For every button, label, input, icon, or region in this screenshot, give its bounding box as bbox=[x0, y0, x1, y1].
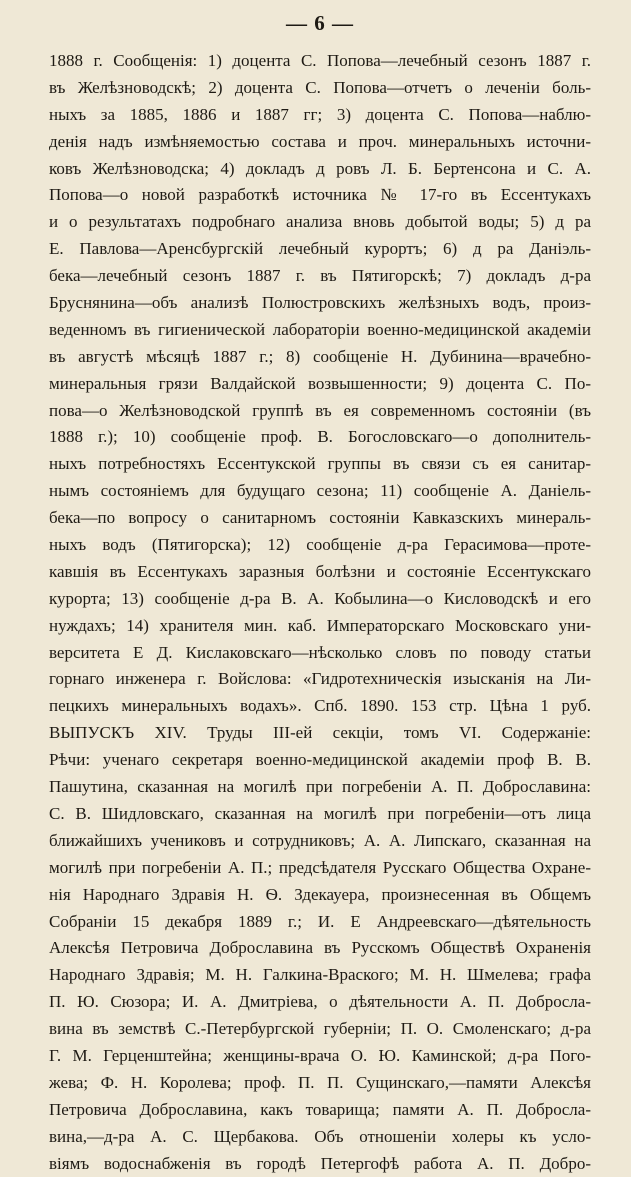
text-line: ВЫПУСКЪ XIV. Труды III-ей секціи, томъ VI. Содержаніе: bbox=[49, 723, 591, 743]
text-line: могилѣ при погребеніи А. П.; предсѣдателя Русскаго Общества Охране- bbox=[49, 857, 591, 877]
text-line: ближайшихъ учениковъ и сотрудниковъ; А. А. Липскаго, сказанная на bbox=[49, 830, 591, 850]
text-line: Рѣчи: ученаго секретаря военно-медицинской академіи проф В. В. bbox=[49, 750, 591, 770]
text-line: верситета Е Д. Кислаковскаго—нѣсколько словъ по поводу статьи bbox=[49, 642, 591, 662]
text-line: Г. М. Герценштейна; женщины-врача О. Ю. Каминской; д-ра Пого- bbox=[49, 1045, 591, 1065]
text-line: жева; Ф. Н. Королева; проф. П. П. Сущинскаго,—памяти Алексѣя bbox=[49, 1072, 591, 1092]
page-number: — 6 — bbox=[286, 11, 354, 35]
text-line: Попова—о новой разработкѣ источника № 17-го въ Ессентукахъ bbox=[49, 185, 591, 205]
body-text bbox=[49, 48, 591, 1177]
text-line: пова—о Желѣзноводской группѣ въ ея современномъ состояніи (въ bbox=[49, 400, 591, 420]
text-line: П. Ю. Сюзора; И. А. Дмитріева, о дѣятельности А. П. Доброcла- bbox=[49, 992, 591, 1012]
text-line: Петровича Доброславина, какъ товарища; памяти А. П. Доброcла- bbox=[49, 1099, 591, 1119]
text-line: веденномъ въ гигиенической лабораторіи военно-медицинской академіи bbox=[49, 319, 591, 339]
text-line: въ Желѣзноводскѣ; 2) доцента С. Попова—отчетъ о леченіи боль- bbox=[49, 77, 591, 97]
text-line: пецкихъ минеральныхъ водахъ». Спб. 1890. 153 стр. Цѣна 1 руб. bbox=[49, 696, 591, 716]
text-line: горнаго инженера г. Войслова: «Гидротехническія изысканія на Ли- bbox=[49, 669, 591, 689]
text-line: денія надъ измѣняемостью состава и проч. минеральныхъ источни- bbox=[49, 131, 591, 151]
text-line: бека—лечебный сезонъ 1887 г. въ Пятигорскѣ; 7) докладъ д-ра bbox=[49, 266, 591, 286]
text-line: ныхъ потребностяхъ Ессентукской группы въ связи съ ея санитар- bbox=[49, 454, 591, 474]
text-line: кавшія въ Ессентукахъ заразныя болѣзни и состояніе Ессентукскаго bbox=[49, 561, 591, 581]
text-line: Пашутина, сказанная на могилѣ при погребеніи А. П. Доброславина: bbox=[49, 777, 591, 797]
text-line: 1888 г. Сообщенія: 1) доцента С. Попова—лечебный сезонъ 1887 г. bbox=[49, 51, 591, 70]
text-line: Собраніи 15 декабря 1889 г.; И. Е Андреевскаго—дѣятельность bbox=[49, 911, 591, 931]
text-line: Бруснянина—объ анализѣ Полюстровскихъ желѣзныхъ водъ, произ- bbox=[49, 293, 591, 313]
text-line: Е. Павлова—Аренсбургскій лечебный курортъ; 6) д ра Даніэль- bbox=[49, 239, 591, 259]
text-line: нымъ состояніемъ для будущаго сезона; 11) сообщеніе А. Даніель- bbox=[49, 481, 591, 501]
text-line: бека—по вопросу о санитарномъ состояніи Кавказскихъ минераль- bbox=[49, 508, 591, 528]
text-line: ныхъ за 1885, 1886 и 1887 гг; 3) доцента С. Попова—наблю- bbox=[49, 104, 591, 124]
text-line: ковъ Желѣзноводска; 4) докладъ д ровъ Л. Б. Бертенсона и С. А. bbox=[49, 158, 591, 178]
text-line: ныхъ водъ (Пятигорска); 12) сообщеніе д-ра Герасимова—проте- bbox=[49, 535, 591, 555]
text-line: вина,—д-ра А. С. Щербакова. Объ отношеніи холеры къ усло- bbox=[49, 1126, 591, 1146]
text-line: віямъ водоснабженія въ городѣ Петергофѣ работа А. П. Добро- bbox=[49, 1153, 591, 1173]
text-line: вина въ земствѣ С.-Петербургской губерніи; П. О. Смоленскаго; д-ра bbox=[49, 1019, 591, 1039]
text-line: Алексѣя Петровича Доброславина въ Русскомъ Обществѣ Охраненія bbox=[49, 938, 591, 958]
text-line: нуждахъ; 14) хранителя мин. каб. Императорскаго Московскаго уни- bbox=[49, 615, 591, 635]
text-line: и о результатахъ подробнаго анализа вновь добытой воды; 5) д ра bbox=[49, 212, 591, 232]
text-line: Народнаго Здравія; М. Н. Галкина-Враского; М. Н. Шмелева; графа bbox=[49, 965, 591, 985]
text-line: 1888 г.); 10) сообщеніе проф. В. Богословскаго—о дополнитель- bbox=[49, 427, 591, 447]
text-line: нія Народнаго Здравія Н. Ѳ. Здекауера, произнесенная въ Общемъ bbox=[49, 884, 591, 904]
text-line: въ августѣ мѣсяцѣ 1887 г.; 8) сообщеніе Н. Дубинина—врачебно- bbox=[49, 346, 591, 366]
text-line: С. В. Шидловскаго, сказанная на могилѣ при погребеніи—отъ лица bbox=[49, 803, 591, 823]
text-line: минеральныя грязи Валдайской возвышенности; 9) доцента С. По- bbox=[49, 373, 591, 393]
text-line: курорта; 13) сообщеніе д-ра В. А. Кобылина—о Кисловодскѣ и его bbox=[49, 588, 591, 608]
